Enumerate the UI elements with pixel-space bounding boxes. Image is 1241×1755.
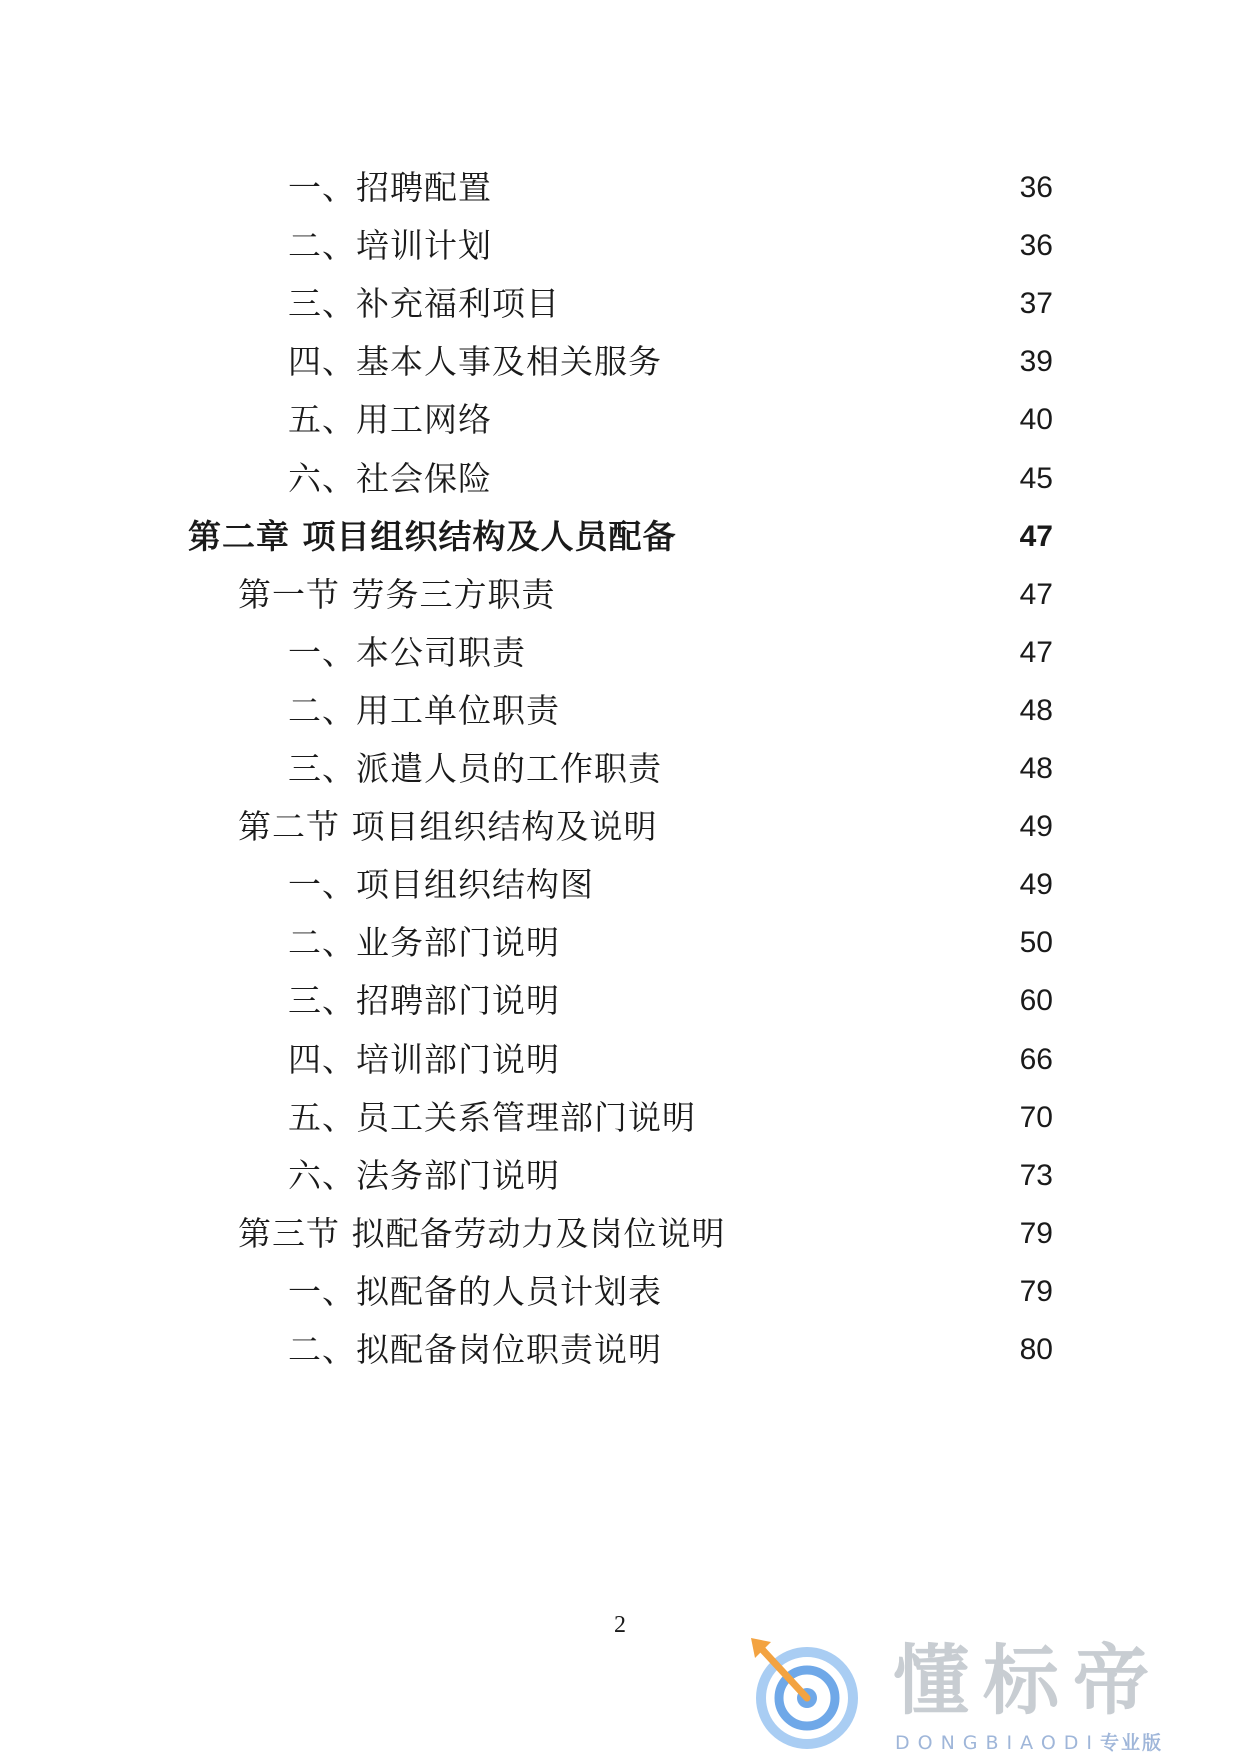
toc-entry-chapter [0, 512, 1241, 562]
watermark-subtitle [895, 1728, 1163, 1755]
toc-entry-title: 五、用工网络 [288, 400, 492, 439]
target-logo-icon [745, 1628, 875, 1754]
toc-entry-title: 一、招聘配置 [288, 168, 492, 207]
toc-entry-title: 四、基本人事及相关服务 [288, 342, 662, 381]
toc-entry-page: 73 [1019, 1159, 1053, 1192]
toc-entry-page: 80 [1019, 1333, 1053, 1366]
toc-entry-item [0, 860, 1241, 910]
toc-entry-title: 二、业务部门说明 [288, 923, 560, 962]
toc-entry-item [0, 1093, 1241, 1143]
toc-entry-item [0, 744, 1241, 794]
toc-entry-section [0, 802, 1241, 852]
toc-entry-title: 五、员工关系管理部门说明 [288, 1098, 696, 1137]
toc-entry-title: 第二节 项目组织结构及说明 [238, 807, 658, 846]
toc-entry-item [0, 454, 1241, 504]
toc-entry-page: 70 [1019, 1101, 1053, 1134]
toc-entry-title: 第三节 拟配备劳动力及岗位说明 [238, 1214, 726, 1253]
toc-entry-section [0, 570, 1241, 620]
toc-entry-page: 36 [1019, 171, 1053, 204]
toc-entry-item [0, 221, 1241, 271]
toc-entry-page: 36 [1019, 229, 1053, 262]
toc-entry-page: 47 [1019, 520, 1053, 553]
toc-entry-item [0, 1325, 1241, 1375]
toc-entry-item [0, 628, 1241, 678]
watermark-edition: 专业版 [1100, 1732, 1164, 1754]
toc-entry-section [0, 1209, 1241, 1259]
toc-entry-page: 37 [1019, 287, 1053, 320]
toc-entry-item [0, 279, 1241, 329]
toc-entry-title: 三、补充福利项目 [288, 284, 560, 323]
toc-entry-page: 60 [1019, 984, 1053, 1017]
toc-entry-page: 48 [1019, 694, 1053, 727]
toc-entry-item [0, 976, 1241, 1026]
toc-entry-page: 48 [1019, 752, 1053, 785]
toc-entry-item [0, 337, 1241, 387]
toc-entry-page: 49 [1019, 810, 1053, 843]
toc-entry-page: 79 [1019, 1275, 1053, 1308]
toc-entry-title: 一、本公司职责 [288, 633, 526, 672]
toc-entry-title: 三、派遣人员的工作职责 [288, 749, 662, 788]
toc-entry-page: 39 [1019, 345, 1053, 378]
watermark-subtitle-text: DONGBIAODI [895, 1732, 1101, 1754]
toc-entry-item [0, 1035, 1241, 1085]
toc-entry-title: 二、培训计划 [288, 226, 492, 265]
toc-entry-page: 47 [1019, 636, 1053, 669]
toc-entry-page: 47 [1019, 578, 1053, 611]
toc-entry-title: 二、用工单位职责 [288, 691, 560, 730]
toc-entry-page: 49 [1019, 868, 1053, 901]
toc-entry-title: 六、社会保险 [288, 459, 492, 498]
toc-entry-title: 一、拟配备的人员计划表 [288, 1272, 662, 1311]
watermark-brand: 懂标帝 [893, 1636, 1163, 1725]
toc-entry-item [0, 1151, 1241, 1201]
toc-entry-item [0, 395, 1241, 445]
toc-entry-item [0, 686, 1241, 736]
toc-entry-title: 二、拟配备岗位职责说明 [288, 1330, 662, 1369]
toc-entry-title: 四、培训部门说明 [288, 1040, 560, 1079]
toc-entry-page: 45 [1019, 462, 1053, 495]
toc-entry-page: 40 [1019, 403, 1053, 436]
toc-entry-title: 三、招聘部门说明 [288, 981, 560, 1020]
toc-entry-title: 一、项目组织结构图 [288, 865, 594, 904]
watermark [745, 1628, 1225, 1754]
toc-entry-item [0, 918, 1241, 968]
toc-entry-item [0, 1267, 1241, 1317]
toc-entry-title: 第一节 劳务三方职责 [238, 575, 556, 614]
toc-entry-page: 50 [1019, 926, 1053, 959]
toc-entry-title: 六、法务部门说明 [288, 1156, 560, 1195]
toc-entry-page: 66 [1019, 1043, 1053, 1076]
toc-entry-page: 79 [1019, 1217, 1053, 1250]
page-number: 2 [614, 1612, 626, 1638]
toc-entry-title: 第二章 项目组织结构及人员配备 [188, 517, 677, 556]
toc-entry-item [0, 163, 1241, 213]
